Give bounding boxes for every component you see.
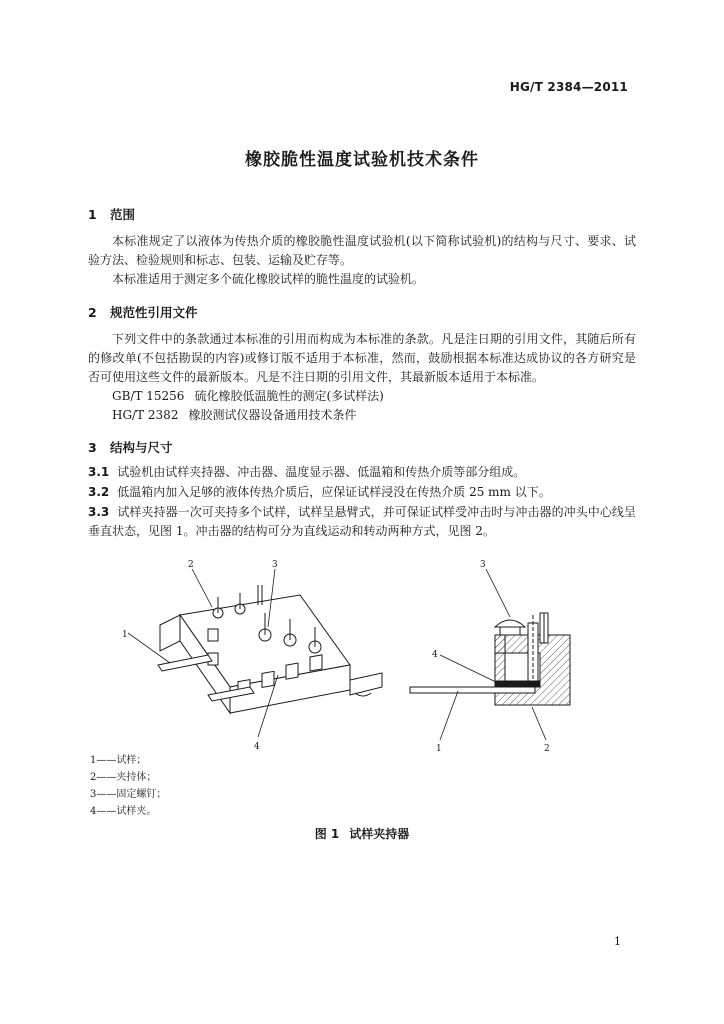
legend-item: 1——试样； — [90, 755, 147, 766]
figure-caption — [0, 825, 724, 842]
legend-item: 2——夹持体； — [90, 772, 157, 783]
callout-4: 4 — [254, 742, 260, 752]
callout-1: 1 — [436, 744, 442, 754]
callout-3: 3 — [272, 560, 278, 570]
paragraph: 本标准适用于测定多个硫化橡胶试样的脆性温度的试验机。 — [112, 272, 425, 286]
clause-3-1 — [88, 463, 636, 482]
paragraph: 下列文件中的条款通过本标准的引用而构成为本标准的条款。凡是注日期的引用文件，其随后所有的修改单(不包括勘误的内容)或修订版不适用于本标准，然而，鼓励根据本标准达成协议的各方研究是否可使用这些文件的最新版本。凡是不注日期的引用文件，其最新版本适用于本标准。 — [88, 332, 636, 384]
clause-text: 试样夹持器一次可夹持多个试样，试样呈悬臂式，并可保证试样受冲击时与冲击器的冲头中心线呈垂直状态，见图 1。冲击器的结构可分为直线运动和转动两种方式，见图 2。 — [88, 505, 636, 538]
clause-text: 低温箱内加入足够的液体传热介质后，应保证试样浸没在传热介质 25 mm 以下。 — [117, 485, 551, 499]
reference-item — [112, 406, 356, 425]
callout-2: 2 — [544, 744, 550, 754]
section-heading-2 — [88, 303, 198, 321]
section-number: 2 — [88, 305, 97, 320]
reference-code: HG/T 2382 — [112, 408, 179, 422]
callout-2: 2 — [188, 560, 194, 570]
reference-title: 硫化橡胶低温脆性的测定(多试样法) — [194, 389, 384, 403]
figure-legend — [90, 752, 166, 820]
paragraph: 本标准规定了以液体为传热介质的橡胶脆性温度试验机(以下简称试验机)的结构与尺寸、要求、试验方法、检验规则和标志、包装、运输及贮存等。 — [88, 234, 636, 267]
clause-3-2 — [88, 483, 636, 502]
page-number: 1 — [614, 935, 621, 948]
section-number: 1 — [88, 207, 97, 222]
figure-title: 试样夹持器 — [349, 827, 410, 841]
reference-code: GB/T 15256 — [112, 389, 185, 403]
section-number: 3 — [88, 440, 97, 455]
clause-number: 3.1 — [88, 465, 110, 479]
section-heading-3 — [88, 438, 173, 456]
clause-number: 3.2 — [88, 485, 110, 499]
clause-3-3 — [88, 503, 636, 541]
callout-3: 3 — [480, 560, 486, 570]
callout-1: 1 — [122, 630, 128, 640]
reference-title: 橡胶测试仪器设备通用技术条件 — [188, 408, 357, 422]
standard-number: HG/T 2384—2011 — [509, 80, 628, 94]
clause-number: 3.3 — [88, 505, 110, 519]
section-title: 范围 — [110, 207, 136, 222]
callout-4: 4 — [432, 650, 438, 660]
reference-item — [112, 387, 384, 406]
legend-item: 3——固定螺钉； — [90, 789, 167, 800]
section-title: 规范性引用文件 — [110, 305, 198, 320]
section-heading-1 — [88, 205, 135, 223]
document-title: 橡胶脆性温度试验机技术条件 — [245, 150, 479, 170]
clause-text: 试验机由试样夹持器、冲击器、温度显示器、低温箱和传热介质等部分组成。 — [117, 465, 526, 479]
section-title: 结构与尺寸 — [110, 440, 173, 455]
legend-item: 4——试样夹。 — [90, 806, 157, 817]
figure-1-drawing — [100, 555, 620, 755]
figure-number: 图 1 — [314, 827, 340, 841]
holder-isometric — [158, 585, 382, 713]
